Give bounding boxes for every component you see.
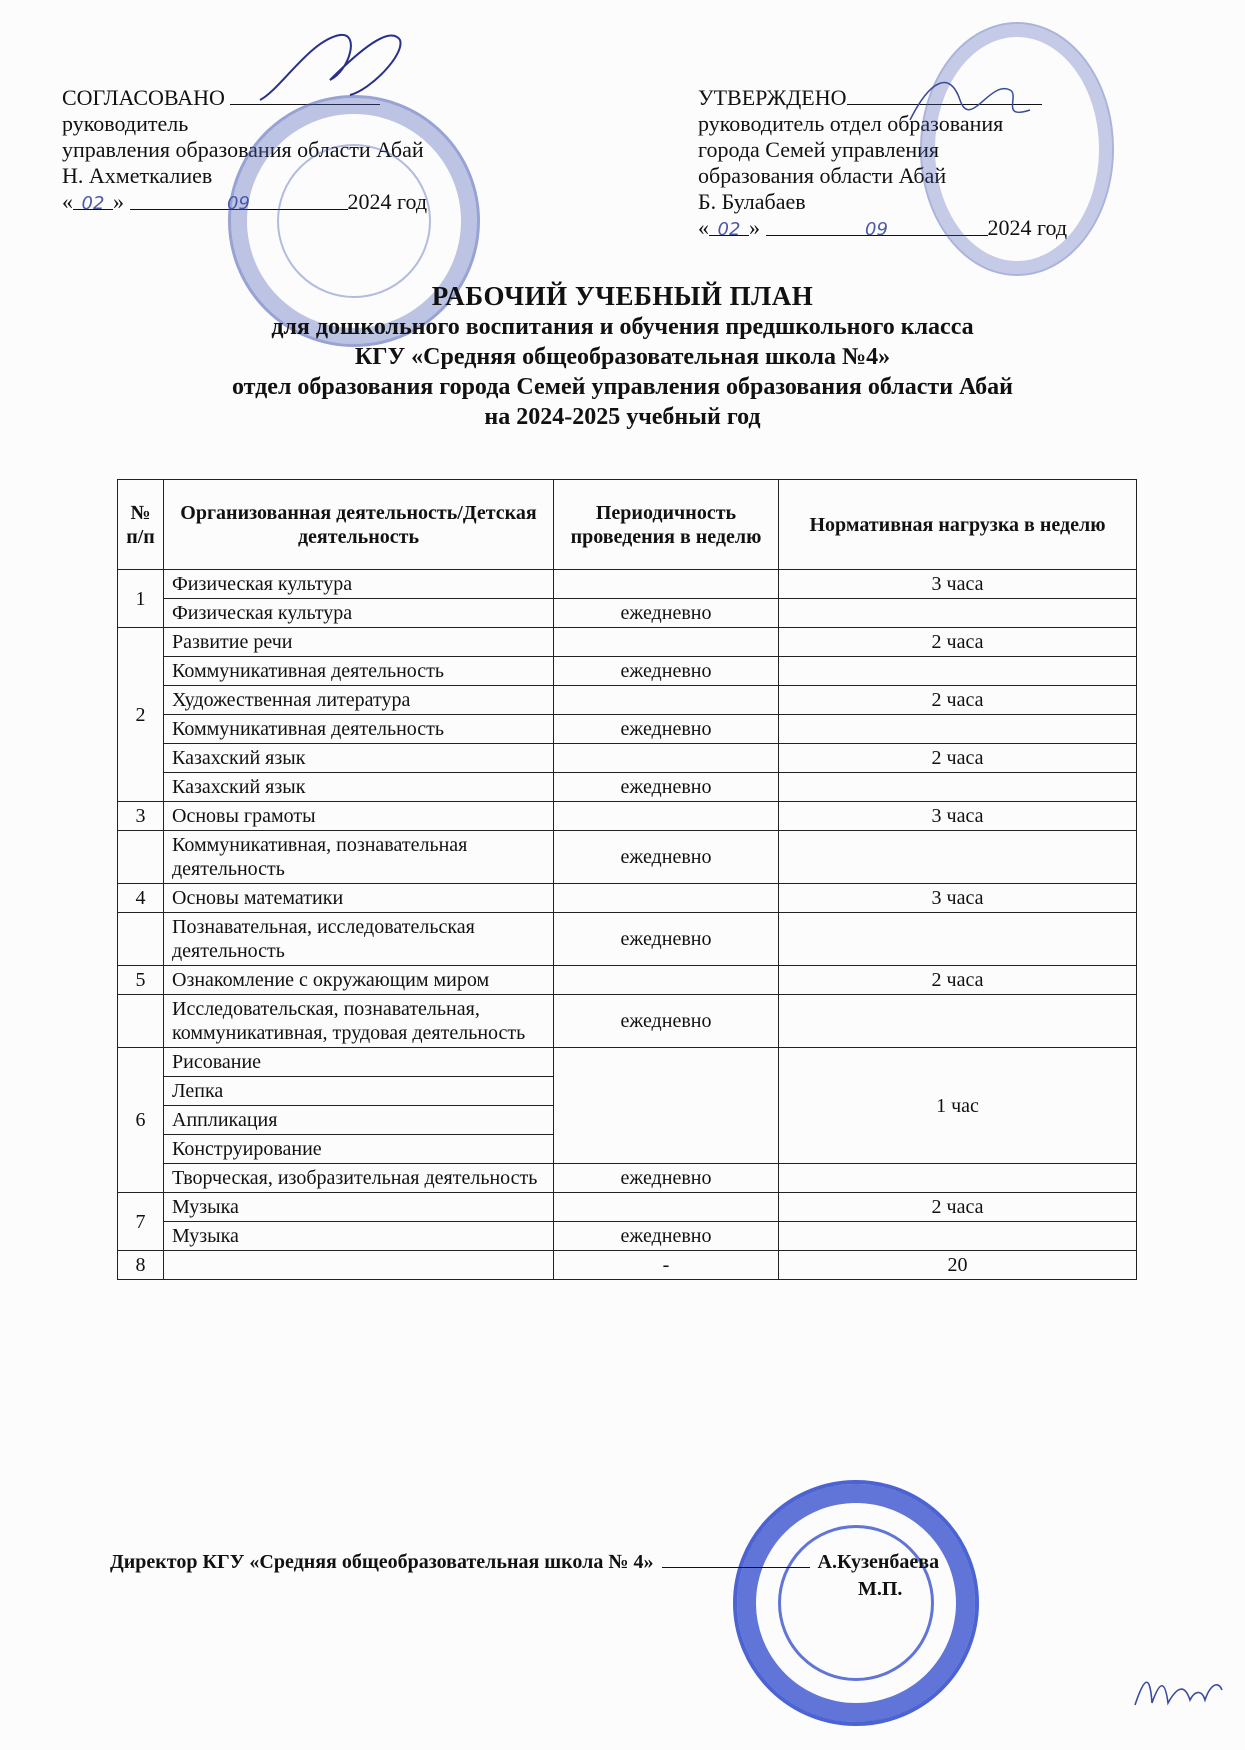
load-cell: 1 час — [779, 1048, 1137, 1164]
total-load-cell: 20 — [779, 1251, 1137, 1280]
table-row — [118, 1164, 1137, 1193]
signatory-name: Н. Ахметкалиев — [62, 163, 213, 188]
signatory-name: Б. Булабаев — [698, 189, 806, 214]
frequency-cell: ежедневно — [554, 657, 779, 686]
frequency-cell — [554, 570, 779, 599]
table-row — [118, 995, 1137, 1048]
load-cell — [779, 913, 1137, 966]
row-number: 1 — [118, 570, 164, 628]
activity-cell: Исследовательская, познавательная, коммуникативная, трудовая деятельность — [164, 995, 554, 1048]
approval-date: « 02 » 09 2024 год — [62, 189, 428, 214]
table-row — [118, 686, 1137, 715]
table-row — [118, 802, 1137, 831]
document-subtitle: на 2024-2025 учебный год — [484, 404, 761, 430]
document-title-block — [0, 280, 1245, 432]
document-subtitle: отдел образования города Семей управления образования области Абай — [232, 374, 1013, 400]
frequency-cell: ежедневно — [554, 773, 779, 802]
header-num: № п/п — [118, 480, 164, 570]
load-cell: 3 часа — [779, 884, 1137, 913]
load-cell: 3 часа — [779, 802, 1137, 831]
position-text: руководитель — [62, 111, 189, 136]
table-row — [118, 628, 1137, 657]
table-row — [118, 966, 1137, 995]
row-number: 2 — [118, 628, 164, 802]
load-cell: 2 часа — [779, 628, 1137, 657]
frequency-cell: ежедневно — [554, 715, 779, 744]
row-number: 4 — [118, 884, 164, 913]
table-row — [118, 744, 1137, 773]
frequency-cell — [554, 966, 779, 995]
stamp-place-label: М.П. — [858, 1578, 903, 1600]
table-header-row — [118, 480, 1137, 570]
handwritten-day: 02 — [717, 219, 741, 240]
handwritten-month: 09 — [865, 219, 888, 240]
load-cell — [779, 1164, 1137, 1193]
activity-cell: Коммуникативная, познавательная деятельность — [164, 831, 554, 884]
table-row — [118, 831, 1137, 884]
table-row — [118, 1193, 1137, 1222]
official-seal-bottom — [733, 1480, 979, 1726]
load-cell — [779, 995, 1137, 1048]
position-text: образования области Абай — [698, 163, 947, 188]
load-cell — [779, 773, 1137, 802]
director-signature-line — [110, 1549, 939, 1574]
load-cell: 2 часа — [779, 744, 1137, 773]
frequency-cell: - — [554, 1251, 779, 1280]
activity-cell: Музыка — [164, 1222, 554, 1251]
table-row — [118, 657, 1137, 686]
frequency-cell — [554, 1048, 779, 1164]
handwritten-day: 02 — [81, 193, 105, 214]
position-text: города Семей управления — [698, 137, 940, 162]
signature-left-icon — [240, 20, 440, 110]
frequency-cell: ежедневно — [554, 831, 779, 884]
table-row — [118, 1222, 1137, 1251]
frequency-cell: ежедневно — [554, 1164, 779, 1193]
activity-cell — [164, 1251, 554, 1280]
signature-bottom-right-icon — [1130, 1665, 1225, 1715]
frequency-cell — [554, 802, 779, 831]
header-frequency: Периодичность проведения в неделю — [554, 480, 779, 570]
activity-cell: Музыка — [164, 1193, 554, 1222]
activity-cell: Основы математики — [164, 884, 554, 913]
activity-cell: Конструирование — [164, 1135, 554, 1164]
document-subtitle: для дошкольного воспитания и обучения предшкольного класса — [271, 314, 974, 340]
load-cell — [779, 1222, 1137, 1251]
curriculum-table — [117, 479, 1137, 1280]
load-cell — [779, 715, 1137, 744]
date-year: 2024 год — [987, 215, 1068, 240]
load-cell: 2 часа — [779, 686, 1137, 715]
row-number: 6 — [118, 1048, 164, 1193]
table-row — [118, 570, 1137, 599]
frequency-cell — [554, 628, 779, 657]
document-title: РАБОЧИЙ УЧЕБНЫЙ ПЛАН — [431, 281, 814, 311]
activity-cell: Физическая культура — [164, 599, 554, 628]
frequency-cell — [554, 884, 779, 913]
director-title: Директор КГУ «Средняя общеобразовательная школа № 4» — [110, 1551, 654, 1573]
activity-cell: Рисование — [164, 1048, 554, 1077]
position-text: руководитель отдел образования — [698, 111, 1004, 136]
signature-right-icon — [900, 60, 1050, 140]
document-subtitle: КГУ «Средняя общеобразовательная школа №4» — [354, 344, 891, 370]
row-number — [118, 913, 164, 966]
signature-line — [662, 1549, 810, 1568]
header-load: Нормативная нагрузка в неделю — [779, 480, 1137, 570]
load-cell: 2 часа — [779, 966, 1137, 995]
row-number: 7 — [118, 1193, 164, 1251]
activity-cell: Казахский язык — [164, 744, 554, 773]
frequency-cell: ежедневно — [554, 1222, 779, 1251]
frequency-cell — [554, 744, 779, 773]
approval-date: « 02 » 09 2024 год — [698, 215, 1068, 240]
activity-cell: Казахский язык — [164, 773, 554, 802]
frequency-cell — [554, 1193, 779, 1222]
frequency-cell: ежедневно — [554, 995, 779, 1048]
table-row — [118, 1048, 1137, 1077]
activity-cell: Развитие речи — [164, 628, 554, 657]
load-cell — [779, 599, 1137, 628]
date-year: 2024 год — [347, 189, 428, 214]
header-activity: Организованная деятельность/Детская деятельность — [164, 480, 554, 570]
row-number — [118, 995, 164, 1048]
table-row — [118, 884, 1137, 913]
activity-cell: Коммуникативная деятельность — [164, 657, 554, 686]
table-row — [118, 715, 1137, 744]
agreed-label: СОГЛАСОВАНО — [62, 85, 225, 110]
load-cell — [779, 831, 1137, 884]
approved-label: УТВЕРЖДЕНО — [698, 85, 847, 110]
activity-cell: Творческая, изобразительная деятельность — [164, 1164, 554, 1193]
row-number: 5 — [118, 966, 164, 995]
activity-cell: Лепка — [164, 1077, 554, 1106]
load-cell: 2 часа — [779, 1193, 1137, 1222]
frequency-cell — [554, 686, 779, 715]
activity-cell: Физическая культура — [164, 570, 554, 599]
activity-cell: Познавательная, исследовательская деятельность — [164, 913, 554, 966]
activity-cell: Ознакомление с окружающим миром — [164, 966, 554, 995]
row-number — [118, 831, 164, 884]
load-cell — [779, 657, 1137, 686]
activity-cell: Художественная литература — [164, 686, 554, 715]
activity-cell: Коммуникативная деятельность — [164, 715, 554, 744]
load-cell: 3 часа — [779, 570, 1137, 599]
table-row — [118, 773, 1137, 802]
table-row — [118, 913, 1137, 966]
position-text: управления образования области Абай — [62, 137, 424, 162]
row-number: 3 — [118, 802, 164, 831]
table-row — [118, 599, 1137, 628]
frequency-cell: ежедневно — [554, 913, 779, 966]
table-row-total — [118, 1251, 1137, 1280]
frequency-cell: ежедневно — [554, 599, 779, 628]
activity-cell: Основы грамоты — [164, 802, 554, 831]
row-number: 8 — [118, 1251, 164, 1280]
activity-cell: Аппликация — [164, 1106, 554, 1135]
director-name: А.Кузенбаева — [817, 1551, 940, 1573]
handwritten-month: 09 — [227, 193, 250, 214]
